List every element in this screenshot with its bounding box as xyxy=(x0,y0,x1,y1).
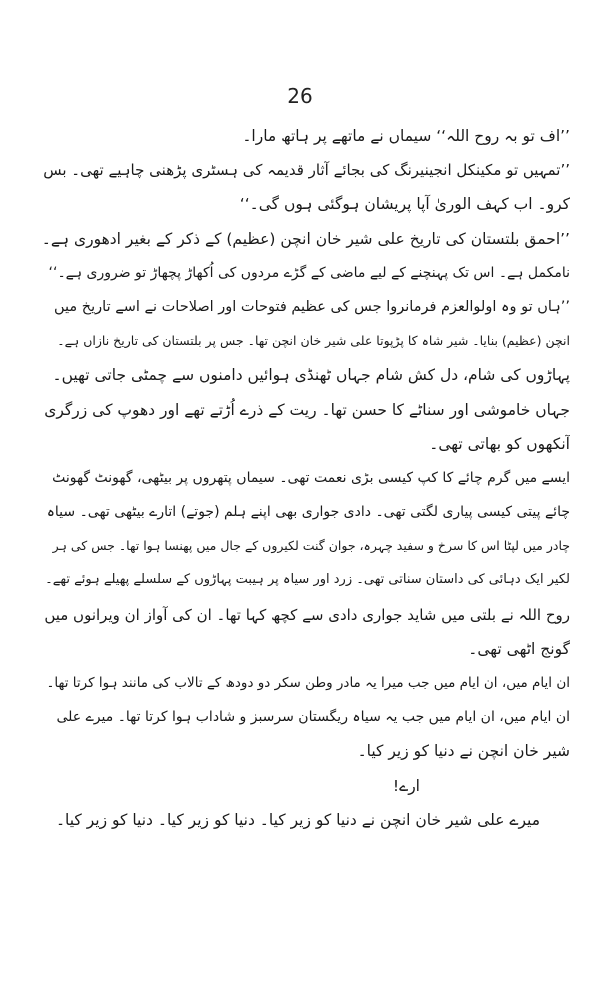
text-line-2: ’’تمہیں تو مکینکل انجینیرنگ کی بجائے آثار قدیمہ کی ہسٹری پڑھنی چاہیے تھی۔ بس xyxy=(43,161,570,180)
text-line-10: آنکھوں کو بھاتی تھی۔ xyxy=(429,434,570,453)
text-line-11: ایسے میں گرم چائے کا کپ کیسی بڑی نعمت تھی۔ سیماں پتھروں پر بیٹھی، گھونٹ گھونٹ xyxy=(52,469,570,486)
text-line-14: لکیر ایک دہائی کی داستان سناتی تھی۔ زرد اور سیاہ پر ہیبت پہاڑوں کے سلسلے پھیلے ہوئے تھے۔ xyxy=(45,572,570,588)
text-line-5: نامکمل ہے۔ اس تک پہنچنے کے لیے ماضی کے گڑے مردوں کی اُکھاڑ پچھاڑ تو ضروری ہے۔‘‘ xyxy=(48,264,570,281)
text-line-9: جہاں خاموشی اور سناٹے کا حسن تھا۔ ریت کے ذرے اُڑتے تھے اور دھوپ کی زرگری xyxy=(44,400,570,419)
text-line-7: انچن (عظیم) بنایا۔ شیر شاہ کا پڑپوتا علی شیر خان انچن تھا۔ جس پر بلتستان کی تاریخ نازاں ہے۔ xyxy=(57,333,570,349)
page-number: 26 xyxy=(287,84,313,108)
text-line-19: شیر خان انچن نے دنیا کو زیر کیا۔ xyxy=(357,742,570,761)
text-line-21: میرے علی شیر خان انچن نے دنیا کو زیر کیا۔ دنیا کو زیر کیا۔ دنیا کو زیر کیا۔ xyxy=(55,810,540,829)
text-line-8: پہاڑوں کی شام، دل کش شام جہاں ٹھنڈی ہوائیں دامنوں سے چمٹی جاتی تھیں۔ xyxy=(52,366,570,385)
text-line-13: چادر میں لپٹا اس کا سرخ و سفید چہرہ، جوان گنت لکیروں کے جال میں پھنسا ہوا تھا۔ جس کی ہر xyxy=(52,538,570,554)
text-line-20: ارے! xyxy=(392,776,420,795)
text-line-15: روح اللہ نے بلتی میں شاید جواری دادی سے کچھ کہا تھا۔ ان کی آواز ان ویرانوں میں xyxy=(44,605,570,624)
page-text xyxy=(40,119,570,837)
text-line-16: گونج اٹھی تھی۔ xyxy=(468,639,570,658)
text-line-17: ان ایام میں، ان ایام میں جب میرا یہ مادر وطن سکر دو دودھ کے تالاب کی مانند ہوا کرتا تھا۔ xyxy=(46,675,570,691)
text-line-4: ’’احمق بلتستان کی تاریخ علی شیر خان انچن (عظیم) کے ذکر کے بغیر ادھوری ہے۔ xyxy=(41,229,570,248)
text-line-1: ’’اف تو بہ روح اللہ‘‘ سیماں نے ماتھے پر ہاتھ مارا۔ xyxy=(242,127,570,145)
text-line-6: ’’ہاں تو وہ اولوالعزم فرمانروا جس کی عظیم فتوحات اور اصلاحات نے اسے تاریخ میں xyxy=(53,298,570,315)
text-line-18: ان ایام میں، ان ایام میں جب یہ سیاہ ریگستان سرسبز و شاداب ہوا کرتا تھا۔ میرے علی xyxy=(56,709,570,726)
text-line-12: چائے پیتی کیسی پیاری لگتی تھی۔ دادی جواری بھی اپنے ہلم (جوتے) اتارے بیٹھی تھی۔ سیاہ xyxy=(46,504,570,521)
text-line-3: کرو۔ اب کہف الوریٰ آپا پریشان ہوگئی ہوں گی۔‘‘ xyxy=(239,195,570,214)
